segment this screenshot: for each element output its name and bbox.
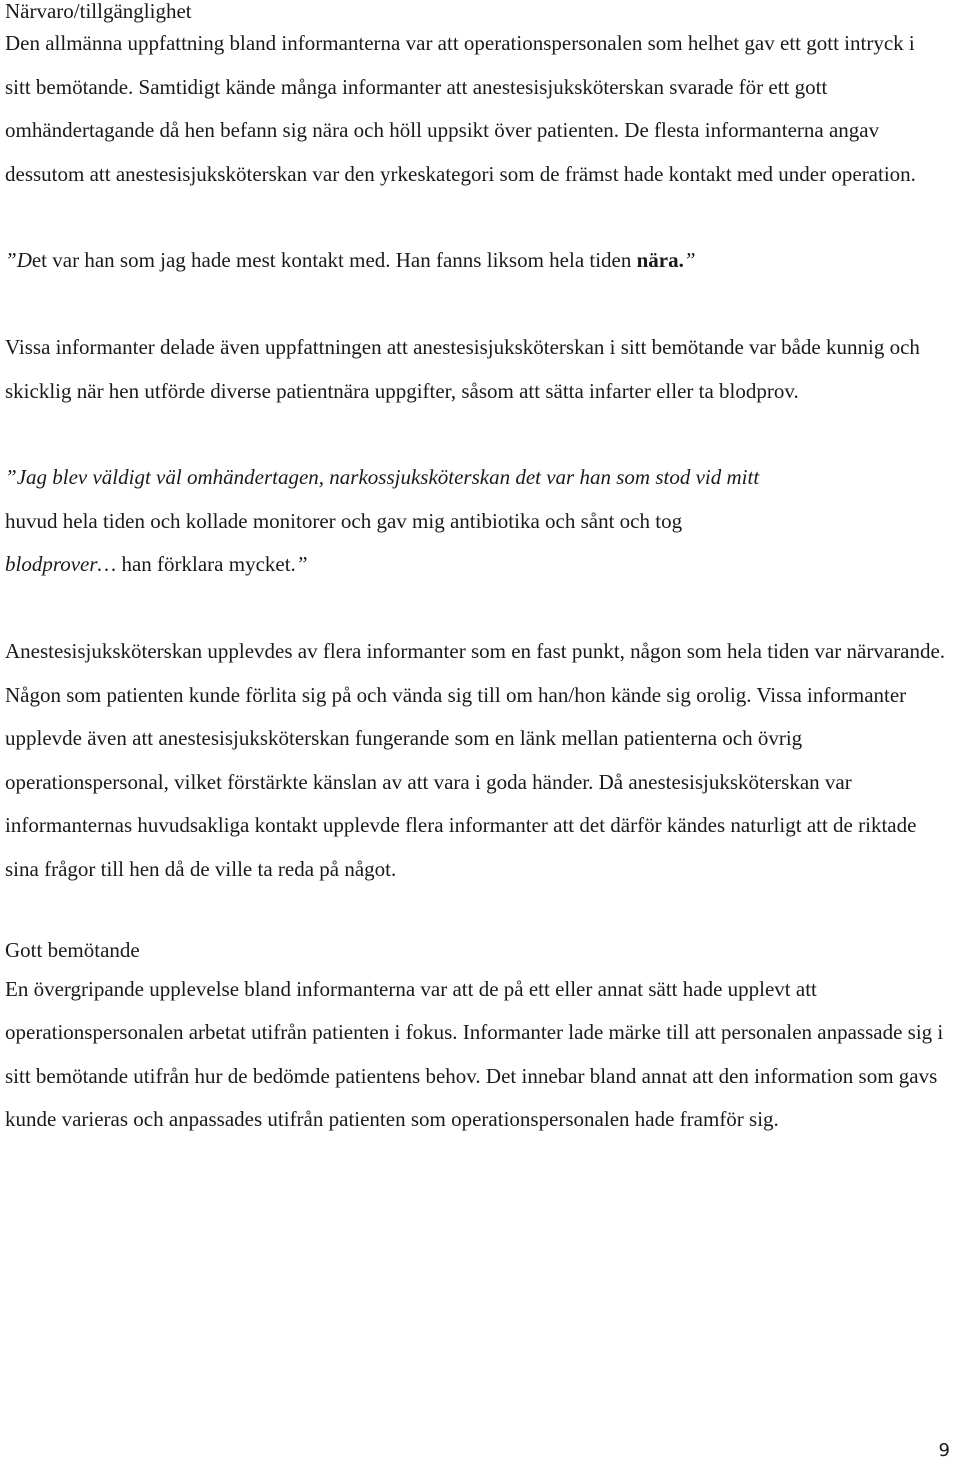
- section-heading-narvaro: Närvaro/tillgänglighet: [5, 0, 192, 23]
- quote-close-mark: ”: [295, 552, 308, 577]
- paragraph: Vissa informanter delade även uppfattningen att anestesisjuksköterskan i sitt bemötande var både kunnig och skicklig när hen utförde diverse patientnära uppgifter, såsom att sätta infarter eller ta blodprov.: [5, 334, 920, 403]
- quote-open-mark: ”: [5, 248, 17, 273]
- paragraph: Den allmänna uppfattning bland informanterna var att operationspersonalen som helhet gav ett gott intryck i sitt bemötande. Samtidigt kände många informanter att anestesisjuksköterskan svarade för ett gott omhändertagande då hen befann sig nära och höll uppsikt över patienten. De flesta informanterna angav dessutom att anestesisjuksköterskan var den yrkeskategori som de främst hade kontakt med under operation.: [5, 31, 916, 186]
- paragraph: En övergripande upplevelse bland informanterna var att de på ett eller annat sätt hade upplevt att operationspersonalen arbetat utifrån patienten i fokus. Informanter lade märke till att personalen anpassade sig i sitt bemötande utifrån hur de bedömde patientens behov. Det innebar bland annat att den information som gavs kunde varieras och anpassades utifrån patienten som operationspersonalen hade framför sig.: [5, 976, 944, 1132]
- page-number: 9: [938, 1440, 950, 1461]
- quote-close-mark: ”: [683, 248, 696, 273]
- quote: [5, 456, 955, 587]
- quote-bold-word: nära.: [636, 248, 684, 273]
- quote-first-letter: D: [16, 248, 32, 273]
- quote-text: han förklara mycket.: [116, 552, 296, 577]
- quote-open-mark: ”: [5, 465, 17, 490]
- quote-italic-text: blodprover…: [5, 552, 117, 577]
- quote-line: huvud hela tiden och kollade monitorer och gav mig antibiotika och sånt och tog: [5, 508, 683, 533]
- quote-line: [5, 456, 955, 500]
- quote: [5, 239, 955, 283]
- quote-line: [5, 543, 955, 587]
- paragraph: Anestesisjuksköterskan upplevdes av flera informanter som en fast punkt, någon som hela tiden var närvarande. Någon som patienten kunde förlita sig på och vända sig till om han/hon kände sig orolig. Vissa informanter upplevde även att anestesisjuksköterskan fungerande som en länk mellan patienterna och övrig operationspersonal, vilket förstärkte känslan av att vara i goda händer. Då anestesisjuksköterskan var informanternas huvudsakliga kontakt upplevde flera informanter att det därför kändes naturligt att de riktade sina frågor till hen då de ville ta reda på något.: [5, 638, 946, 881]
- section-heading-gott-bemotande: Gott bemötande: [5, 937, 140, 962]
- quote-text: et var han som jag hade mest kontakt med. Han fanns liksom hela tiden: [31, 248, 637, 273]
- quote-italic-text: Jag blev väldigt väl omhändertagen, narkossjuksköterskan det var han som stod vid mitt: [16, 465, 760, 490]
- document-page: [5, 0, 955, 1142]
